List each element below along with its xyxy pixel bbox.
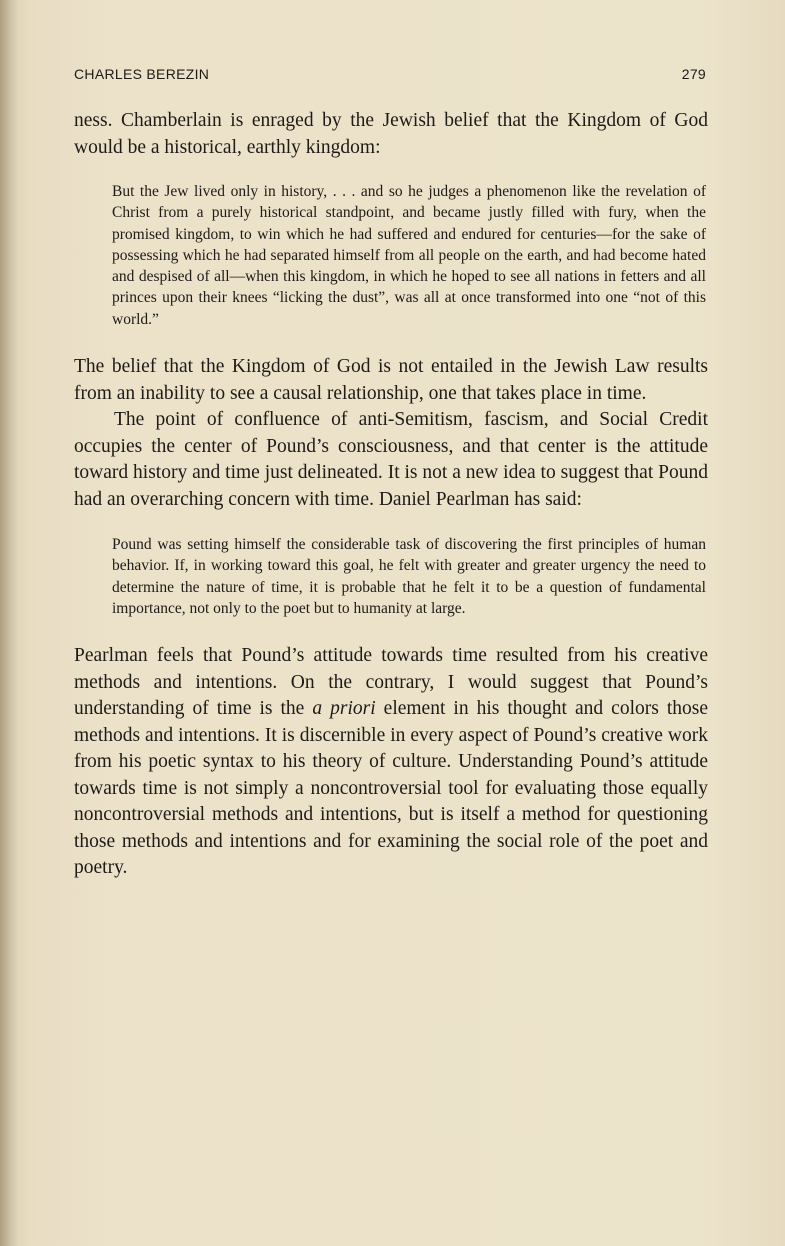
paragraph-4-italic-term: a priori (312, 698, 376, 720)
page-gutter-shadow (0, 0, 18, 1246)
block-quote-pearlman: Pound was setting himself the considerable task of discovering the first principles of human behavior. If, in working toward this goal, he felt with greater and greater urgency the need to determine the nature of time, it is probable that he felt it to be a question of fundamental importance, not only to the poet but to humanity at large. (112, 536, 706, 617)
paragraph-4-text-end: element in his thought and colors those methods and intentions. It is discernible in every aspect of Pound’s creative work from his poetic syntax to his theory of culture. Understanding Pound’s attitude towards time is not simply a noncontroversial tool for evaluating those equally noncontroversial methods and intentions, but is itself a method for questioning those methods and intentions and for examining the social role of the poet and poetry. (74, 698, 709, 879)
paragraph-4 (74, 643, 708, 882)
paragraph-4-text-start: Pearlman feels that Pound’s attitude towards time resulted from his creative methods and intentions. On the contrary, I would suggest that Pound’s understanding of time is the (74, 645, 708, 720)
page-number: 279 (681, 66, 706, 82)
body-text (74, 108, 708, 882)
running-head-author: CHARLES BEREZIN (74, 66, 210, 82)
running-head (74, 66, 708, 86)
paragraph-3: The point of confluence of anti-Semitism, fascism, and Social Credit occupies the center of Pound’s consciousness, and that center is the attitude toward history and time just delineated. It is not a new idea to suggest that Pound had an overarching concern with time. Daniel Pearlman has said: (74, 409, 708, 510)
paragraph-2: The belief that the Kingdom of God is not entailed in the Jewish Law results from an inability to see a causal relationship, one that takes place in time. (74, 356, 708, 404)
block-quote-chamberlain: But the Jew lived only in history, . . . and so he judges a phenomenon like the revelation of Christ from a purely historical standpoint, and became justly filled with fury, when the promised kingdom, to win which he had suffered and endured for centuries—for the sake of possessing which he had separated himself from all people on the earth, and had become hated and despised of all—when this kingdom, in which he hoped to see all nations in fetters and all princes upon their knees “licking the dust”, was all at once transformed into one “not of this world.” (112, 183, 706, 328)
paragraph-1: ness. Chamberlain is enraged by the Jewish belief that the Kingdom of God would be a historical, earthly kingdom: (74, 110, 708, 158)
